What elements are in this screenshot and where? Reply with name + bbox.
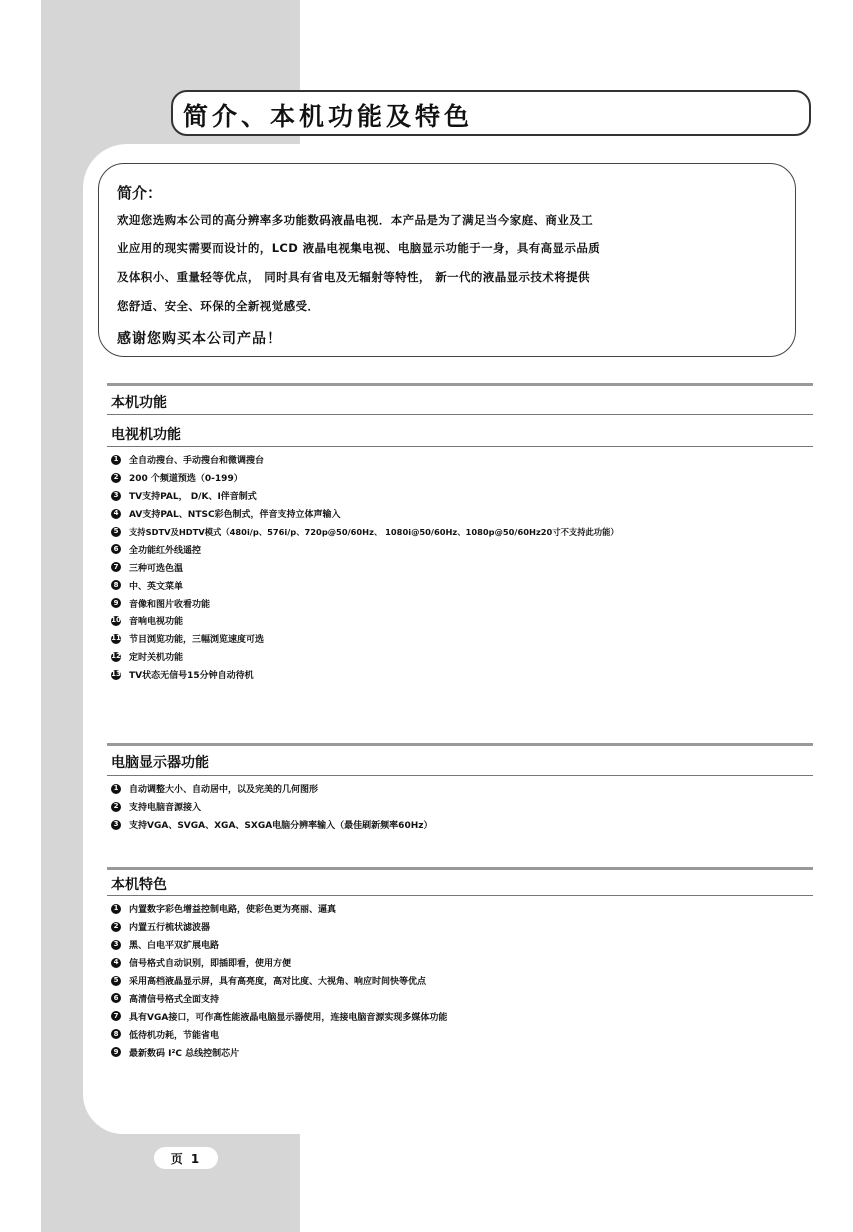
list-item	[111, 648, 619, 666]
list-item-text: 黑、白电平双扩展电路	[129, 941, 220, 952]
list-item	[111, 954, 447, 972]
list-item	[111, 1043, 447, 1061]
number-bullet: 5	[111, 976, 121, 986]
list-item	[111, 594, 619, 612]
section-rule	[107, 446, 813, 447]
list-item	[111, 487, 619, 505]
pc-functions-title: 电脑显示器功能	[111, 755, 209, 771]
list-item	[111, 505, 619, 523]
list-item-text: 三种可选色温	[129, 563, 184, 574]
list-item-text: 自动调整大小、自动居中，以及完美的几何图形	[129, 785, 319, 796]
number-bullet: 4	[111, 509, 121, 519]
list-item-text: 具有VGA接口，可作高性能液晶电脑显示器使用，连接电脑音源实现多媒体功能	[129, 1012, 448, 1023]
section-rule	[107, 743, 813, 746]
number-bullet: 3	[111, 820, 121, 830]
list-item-text: TV支持PAL， D/K、I伴音制式	[129, 492, 257, 503]
number-bullet: 6	[111, 993, 121, 1003]
list-item	[111, 558, 619, 576]
number-bullet: 9	[111, 598, 121, 608]
number-bullet: 1	[111, 455, 121, 465]
intro-thanks: 感谢您购买本公司产品！	[117, 331, 282, 347]
number-bullet: 2	[111, 922, 121, 932]
tv-functions-list	[111, 451, 619, 684]
list-item-text: 支持VGA、SVGA、XGA、SXGA电脑分辨率输入（最佳刷新频率60Hz）	[129, 821, 433, 832]
list-item-text: TV状态无信号15分钟自动待机	[129, 671, 254, 682]
list-item	[111, 780, 432, 798]
section-rule	[107, 867, 813, 870]
number-bullet: 8	[111, 580, 121, 590]
list-item	[111, 523, 619, 541]
intro-heading: 简介：	[117, 184, 163, 202]
number-bullet: 9	[111, 1047, 121, 1057]
intro-line: 欢迎您选购本公司的高分辨率多功能数码液晶电视．本产品是为了满足当今家庭、商业及工	[117, 213, 593, 227]
list-item-text: 内置数字彩色增益控制电路，使彩色更为亮丽、逼真	[129, 905, 337, 916]
list-item-text: 高清信号格式全面支持	[129, 994, 220, 1005]
list-item-text: 音响电视功能	[129, 617, 184, 628]
section-rule	[107, 383, 813, 386]
list-item	[111, 972, 447, 990]
number-bullet: 3	[111, 491, 121, 501]
list-item	[111, 540, 619, 558]
list-item	[111, 798, 432, 816]
list-item	[111, 936, 447, 954]
list-item-text: 200 个频道预选（0-199）	[129, 474, 243, 485]
list-item-text: 支持SDTV及HDTV模式（480i/p、576i/p、720p@50/60Hz、 1080i@50/60Hz、1080p@50/60Hz20寸不支持此功能）	[129, 526, 619, 537]
list-item-text: 内置五行梳状滤波器	[129, 923, 211, 934]
list-item-text: 采用高档液晶显示屏，具有高亮度，高对比度、大视角、响应时间快等优点	[129, 977, 427, 987]
list-item	[111, 630, 619, 648]
list-item-text: 全自动搜台、手动搜台和微调搜台	[129, 456, 265, 467]
list-item	[111, 666, 619, 684]
list-item-text: 全功能红外线遥控	[129, 545, 202, 556]
list-item-text: 信号格式自动识别，即插即看，使用方便	[129, 959, 292, 970]
list-item-text: 节目浏览功能，三幅浏览速度可选	[129, 635, 265, 646]
intro-line: 业应用的现实需要而设计的，LCD 液晶电视集电视、电脑显示功能于一身，具有高显示品质	[117, 241, 601, 255]
features-title: 本机功能	[111, 395, 167, 411]
list-item-text: 最新数码 I²C 总线控制芯片	[129, 1048, 240, 1059]
number-bullet: 1	[111, 904, 121, 914]
list-item	[111, 451, 619, 469]
page-title: 简介、本机功能及特色	[183, 102, 474, 131]
number-bullet: 12	[111, 652, 121, 661]
pc-functions-list	[111, 780, 432, 834]
page-number-badge: 页 1	[154, 1147, 218, 1169]
number-bullet: 13	[111, 670, 121, 679]
characteristics-title: 本机特色	[111, 877, 167, 893]
number-bullet: 4	[111, 958, 121, 968]
number-bullet: 8	[111, 1029, 121, 1039]
number-bullet: 6	[111, 544, 121, 554]
number-bullet: 3	[111, 940, 121, 950]
list-item-text: AV支持PAL、NTSC彩色制式，伴音支持立体声输入	[129, 510, 341, 521]
number-bullet: 10	[111, 616, 121, 625]
intro-line: 您舒适、安全、环保的全新视觉感受．	[117, 299, 320, 313]
number-bullet: 11	[111, 634, 121, 643]
list-item	[111, 576, 619, 594]
list-item	[111, 989, 447, 1007]
number-bullet: 2	[111, 473, 121, 483]
list-item-text: 低待机功耗，节能省电	[129, 1030, 220, 1041]
list-item	[111, 469, 619, 487]
list-item	[111, 1025, 447, 1043]
number-bullet: 5	[111, 527, 121, 537]
list-item	[111, 816, 432, 834]
number-bullet: 7	[111, 1011, 121, 1021]
intro-line: 及体积小、重量轻等优点， 同时具有省电及无辐射等特性， 新一代的液晶显示技术将提供	[117, 270, 590, 284]
section-rule	[107, 775, 813, 776]
tv-functions-title: 电视机功能	[111, 427, 181, 443]
list-item-text: 中、英文菜单	[129, 581, 184, 592]
number-bullet: 1	[111, 784, 121, 794]
number-bullet: 7	[111, 562, 121, 572]
characteristics-list	[111, 900, 447, 1061]
list-item	[111, 900, 447, 918]
section-rule	[107, 895, 813, 896]
list-item	[111, 1007, 447, 1025]
list-item-text: 定时关机功能	[129, 653, 184, 664]
number-bullet: 2	[111, 802, 121, 812]
list-item	[111, 612, 619, 630]
section-rule	[107, 414, 813, 415]
list-item	[111, 918, 447, 936]
list-item-text: 音像和图片收看功能	[129, 599, 211, 610]
list-item-text: 支持电脑音源接入	[129, 803, 202, 814]
